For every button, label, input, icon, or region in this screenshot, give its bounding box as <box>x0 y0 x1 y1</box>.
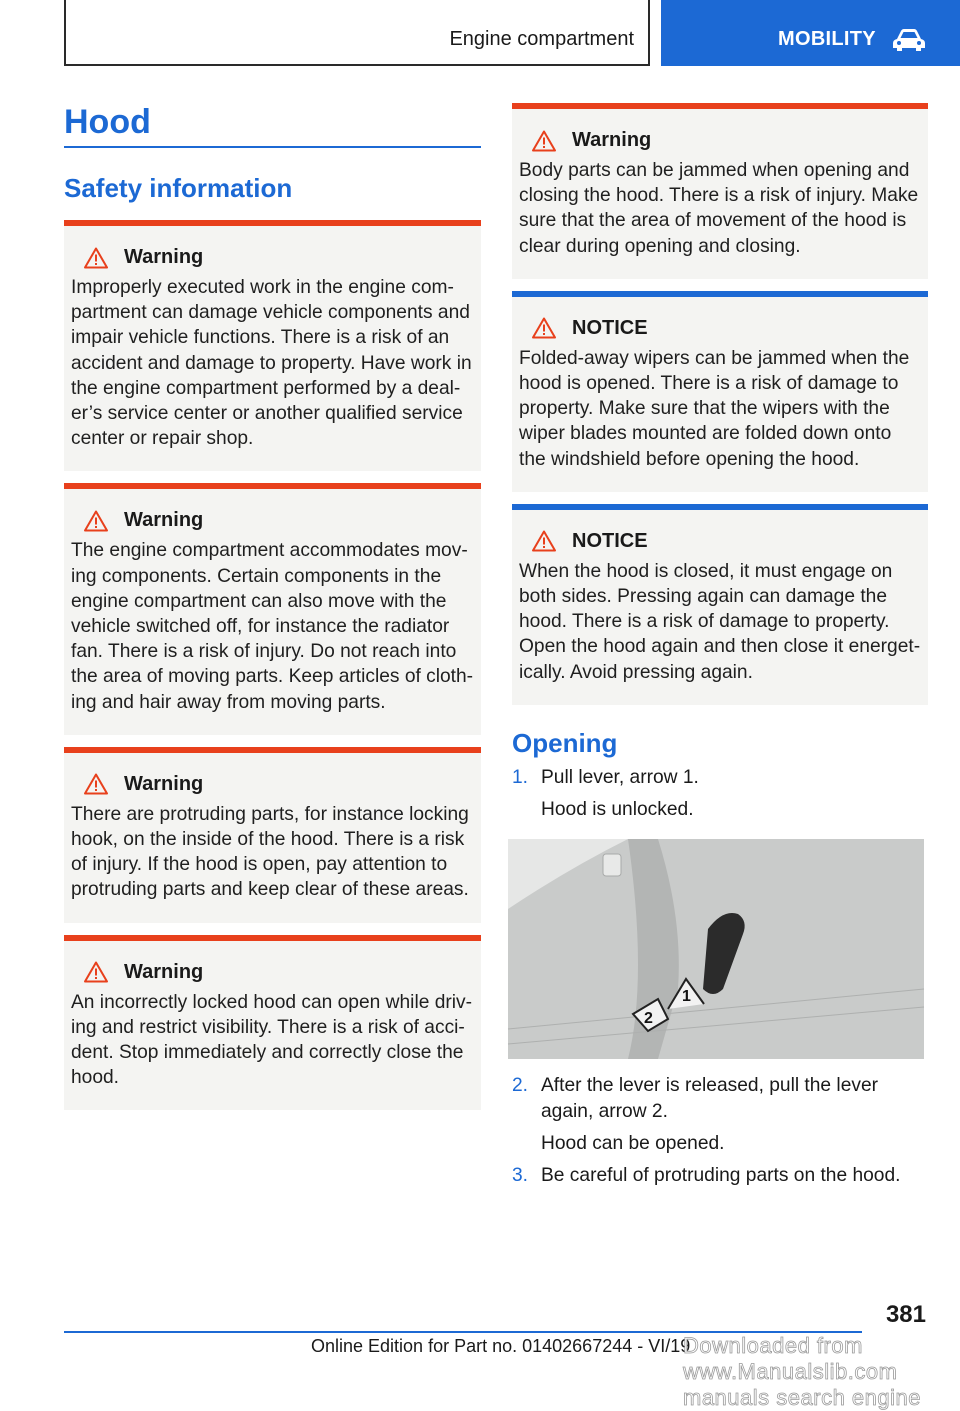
notice-text: When the hood is closed, it must engage on both sides. Pressing again can damage the hood. There is a risk of damage to property. Open the hood again and then close it energet-ically. Avoid pressing again. <box>519 560 921 683</box>
warning-title: Warning <box>124 960 204 983</box>
footer-edition: Online Edition for Part no. 01402667244 - VI/19 <box>311 1336 691 1356</box>
opening-steps <box>512 765 928 823</box>
notice-title: NOTICE <box>572 529 648 552</box>
step-number: 2. <box>512 1074 529 1096</box>
page-number: 381 <box>885 1301 926 1328</box>
notice-triangle-icon <box>532 317 556 339</box>
notice-box <box>512 291 928 492</box>
header-section-tab <box>64 0 650 66</box>
opening-steps-cont <box>512 1073 928 1189</box>
warning-triangle-icon <box>532 130 556 152</box>
step-item <box>512 1163 928 1189</box>
warning-text: Improperly executed work in the engine com-partment can damage vehicle components and impair vehicle functions. There is a risk of an accident and damage to property. Have work in the engine compartment performed by a deal-er’s service center or another qualified service center or repair shop. <box>71 277 472 450</box>
step-text: After the lever is released, pull the lever again, arrow 2. <box>541 1074 879 1122</box>
notice-box <box>512 504 928 705</box>
section-heading-safety: Safety information <box>64 173 293 203</box>
step-item <box>512 765 928 791</box>
hood-release-lever-figure <box>508 839 924 1059</box>
warning-title: Warning <box>124 509 204 532</box>
warning-text: The engine compartment accommodates mov-ing components. Certain components in the engine compartment can also move with the vehicle switched off, for instance the radiator fan. There is a risk of injury. Do not reach into the area of moving parts. Keep articles of cloth-ing and hair away from moving parts. <box>71 540 474 713</box>
arrow-label-2: 2 <box>644 1009 653 1027</box>
warning-triangle-icon <box>84 961 108 983</box>
warning-triangle-icon <box>84 510 108 532</box>
arrow-label-1: 1 <box>682 987 691 1005</box>
warning-box <box>64 747 481 923</box>
page-title: Hood <box>64 103 151 141</box>
step-number: 1. <box>512 766 529 788</box>
warning-box <box>64 483 481 734</box>
warning-triangle-icon <box>84 773 108 795</box>
right-column <box>512 103 928 1189</box>
step-result: Hood is unlocked. <box>541 798 694 820</box>
warning-box <box>64 220 481 471</box>
left-column <box>64 100 481 1110</box>
notice-title: NOTICE <box>572 316 648 339</box>
lever-illustration <box>508 839 924 1059</box>
warning-triangle-icon <box>84 247 108 269</box>
title-divider <box>64 146 481 148</box>
warning-title: Warning <box>572 129 652 151</box>
warning-text: Body parts can be jammed when opening and closing the hood. There is a risk of injury. Make sure that the area of movement of the hood is clear during opening and closing. <box>519 160 919 257</box>
warning-title: Warning <box>124 246 204 268</box>
notice-triangle-icon <box>532 530 556 552</box>
step-text: Pull lever, arrow 1. <box>541 766 699 788</box>
notice-text: Folded-away wipers can be jammed when the hood is opened. There is a risk of damage to property. Make sure that the wipers with the wiper blades mounted are folded down onto the windshield before opening the hood. <box>519 347 910 470</box>
warning-text: An incorrectly locked hood can open while driv-ing and restrict visibility. There is a risk of acci-dent. Stop immediately and correctly close the hood. <box>71 991 473 1089</box>
header-section-title: Engine compartment <box>449 28 634 50</box>
step-item <box>512 1073 928 1125</box>
header-chapter-tab <box>661 0 960 66</box>
header-chapter-title: MOBILITY <box>778 28 876 50</box>
watermark: Downloaded from www.Manualslib.com manuals search engine <box>683 1333 921 1410</box>
step-text: Be careful of protruding parts on the hood. <box>541 1164 901 1186</box>
section-heading-opening: Opening <box>512 727 618 758</box>
warning-box <box>64 935 481 1111</box>
car-icon <box>891 28 927 52</box>
step-result: Hood can be opened. <box>541 1132 725 1154</box>
warning-title: Warning <box>124 772 204 795</box>
warning-box <box>512 103 928 279</box>
step-number: 3. <box>512 1164 529 1186</box>
warning-text: There are protruding parts, for instance locking hook, on the inside of the hood. There is a risk of injury. If the hood is open, pay attention to protruding parts and keep clear of these areas. <box>71 803 469 901</box>
